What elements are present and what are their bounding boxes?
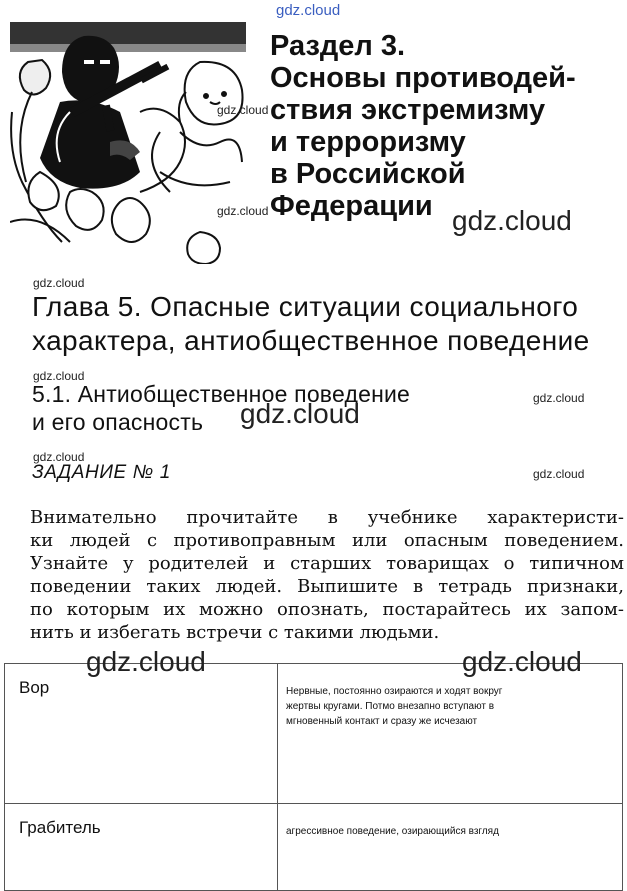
terrorist-hostage-illustration [10, 22, 246, 264]
task-text [30, 506, 624, 644]
row-label: Грабитель [5, 804, 278, 891]
table-row [5, 804, 623, 891]
watermark-large: gdz.cloud [452, 205, 572, 236]
watermark-small: gdz.cloud [217, 103, 269, 117]
watermark-top: gdz.cloud [276, 2, 341, 19]
task-text-line: Узнайте у родителей и старших товарищах о типичном [30, 553, 624, 574]
subsection-title-line: и его опасность [32, 409, 204, 435]
watermark-large: gdz.cloud [240, 398, 360, 429]
watermark-small: gdz.cloud [33, 276, 85, 290]
section-title-line: Раздел 3. [270, 30, 406, 62]
watermark-large: gdz.cloud [462, 646, 582, 677]
subsection-title-line: 5.1. Антиобщественное поведение [32, 381, 411, 407]
section-title-line: ствия экстремизму [270, 94, 546, 126]
watermark-large: gdz.cloud [86, 646, 206, 677]
chapter-title [32, 290, 622, 358]
watermark-small: gdz.cloud [533, 467, 585, 481]
watermark-small: gdz.cloud [33, 369, 85, 383]
chapter-title-line: характера, антиобщественное поведение [32, 325, 590, 356]
task-text-line: Внимательно прочитайте в учебнике характеристи- [30, 507, 624, 528]
task-text-line: поведении таких людей. Выпишите в тетрадь признаки, [30, 576, 624, 597]
row-description [278, 664, 623, 804]
answer-table [4, 663, 623, 891]
section-title [270, 30, 620, 222]
chapter-title-line: Глава 5. Опасные ситуации социального [32, 291, 579, 322]
task-heading: ЗАДАНИЕ № 1 [32, 462, 171, 483]
row-label: Вор [5, 664, 278, 804]
table-row [5, 664, 623, 804]
description-line: жертвы кругами. Потмо внезапно вступают в [286, 701, 495, 712]
section-title-line: и терроризму [270, 126, 466, 158]
description-line: Нервные, постоянно озираются и ходят вокруг [286, 686, 503, 697]
description-line: мгновенный контакт и сразу же исчезают [286, 716, 478, 727]
section-title-line: в Российской [270, 158, 466, 190]
task-text-line: по которым их можно опознать, постарайтесь их запом- [30, 599, 624, 620]
description-line: агрессивное поведение, озирающийся взгляд [286, 826, 499, 837]
section-title-line: Федерации [270, 190, 433, 222]
task-text-line: ки людей с противоправным или опасным поведением. [30, 530, 624, 551]
watermark-small: gdz.cloud [533, 391, 585, 405]
row-description [278, 804, 623, 891]
section-title-line: Основы противодей- [270, 62, 576, 94]
watermark-small: gdz.cloud [33, 450, 85, 464]
watermark-small: gdz.cloud [217, 204, 269, 218]
task-text-line: нить и избегать встречи с такими людьми. [30, 622, 440, 643]
